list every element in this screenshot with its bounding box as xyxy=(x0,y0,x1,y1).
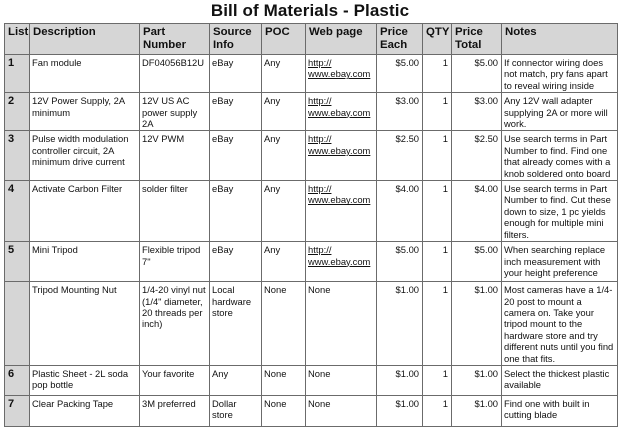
price-total-cell: $1.00 xyxy=(452,365,502,395)
list-number: 2 xyxy=(5,93,30,131)
price-total-cell: $1.00 xyxy=(452,282,502,366)
part-number-cell: DF04056B12U xyxy=(140,55,210,93)
price-each-cell: $2.50 xyxy=(377,131,423,181)
price-each-cell: $4.00 xyxy=(377,181,423,242)
source-info-cell: Dollar store xyxy=(210,395,262,426)
table-row xyxy=(5,55,618,93)
price-total-cell: $5.00 xyxy=(452,242,502,282)
web-page-link[interactable]: http:// www.ebay.com xyxy=(306,242,377,282)
notes-cell: Find one with built in cutting blade xyxy=(502,395,618,426)
source-info-cell: eBay xyxy=(210,131,262,181)
web-page-link[interactable]: http:// www.ebay.com xyxy=(306,181,377,242)
list-number: 6 xyxy=(5,365,30,395)
notes-cell: When searching replace inch measurement with your height preference xyxy=(502,242,618,282)
part-number-cell: 12V PWM xyxy=(140,131,210,181)
list-number: 4 xyxy=(5,181,30,242)
column-header-web-page: Web page xyxy=(306,24,377,55)
header-row xyxy=(5,24,618,55)
notes-cell: Select the thickest plastic available xyxy=(502,365,618,395)
price-each-cell: $5.00 xyxy=(377,242,423,282)
notes-cell: Most cameras have a 1/4-20 post to mount a camera on. Take your tripod mount to the hardware store and try different nuts until you find one that fits. xyxy=(502,282,618,366)
source-info-cell: eBay xyxy=(210,242,262,282)
qty-cell: 1 xyxy=(423,131,452,181)
table-row xyxy=(5,181,618,242)
web-page-link[interactable]: http:// www.ebay.com xyxy=(306,93,377,131)
part-number-cell: 12V US AC power supply 2A xyxy=(140,93,210,131)
column-header-list: List xyxy=(5,24,30,55)
table-row xyxy=(5,395,618,426)
table-row xyxy=(5,93,618,131)
web-page-cell: None xyxy=(306,282,377,366)
description-cell: Activate Carbon Filter xyxy=(30,181,140,242)
notes-cell: Use search terms in Part Number to find. Cut these down to size, 1 pc yields enough for multiple mini filters. xyxy=(502,181,618,242)
qty-cell: 1 xyxy=(423,181,452,242)
column-header-source-info: Source Info xyxy=(210,24,262,55)
web-page-link[interactable]: http:// www.ebay.com xyxy=(306,131,377,181)
qty-cell: 1 xyxy=(423,55,452,93)
qty-cell: 1 xyxy=(423,242,452,282)
poc-cell: Any xyxy=(262,131,306,181)
price-total-cell: $1.00 xyxy=(452,395,502,426)
poc-cell: Any xyxy=(262,93,306,131)
description-cell: Clear Packing Tape xyxy=(30,395,140,426)
source-info-cell: eBay xyxy=(210,93,262,131)
column-header-poc: POC xyxy=(262,24,306,55)
description-cell: Tripod Mounting Nut xyxy=(30,282,140,366)
column-header-part-number: Part Number xyxy=(140,24,210,55)
part-number-cell: Flexible tripod 7" xyxy=(140,242,210,282)
page-title: Bill of Materials - Plastic xyxy=(210,1,410,20)
list-number xyxy=(5,282,30,366)
column-header-qty: QTY xyxy=(423,24,452,55)
column-header-price-total: Price Total xyxy=(452,24,502,55)
price-total-cell: $3.00 xyxy=(452,93,502,131)
price-each-cell: $1.00 xyxy=(377,365,423,395)
price-total-cell: $2.50 xyxy=(452,131,502,181)
description-cell: 12V Power Supply, 2A minimum xyxy=(30,93,140,131)
table-row xyxy=(5,242,618,282)
poc-cell: Any xyxy=(262,181,306,242)
notes-cell: If connector wiring does not match, pry fans apart to reveal wiring inside xyxy=(502,55,618,93)
column-header-price-each: Price Each xyxy=(377,24,423,55)
part-number-cell: Your favorite xyxy=(140,365,210,395)
price-each-cell: $1.00 xyxy=(377,282,423,366)
poc-cell: Any xyxy=(262,242,306,282)
price-each-cell: $3.00 xyxy=(377,93,423,131)
poc-cell: None xyxy=(262,365,306,395)
qty-cell: 1 xyxy=(423,365,452,395)
column-header-description: Description xyxy=(30,24,140,55)
description-cell: Fan module xyxy=(30,55,140,93)
web-page-cell: None xyxy=(306,365,377,395)
web-page-link[interactable]: http:// www.ebay.com xyxy=(306,55,377,93)
notes-cell: Any 12V wall adapter supplying 2A or more will work. xyxy=(502,93,618,131)
qty-cell: 1 xyxy=(423,282,452,366)
part-number-cell: solder filter xyxy=(140,181,210,242)
notes-cell: Use search terms in Part Number to find. Find one that already comes with a knob soldered onto board xyxy=(502,131,618,181)
source-info-cell: Local hardware store xyxy=(210,282,262,366)
list-number: 7 xyxy=(5,395,30,426)
table-row xyxy=(5,282,618,366)
list-number: 5 xyxy=(5,242,30,282)
table-row xyxy=(5,365,618,395)
column-header-notes: Notes xyxy=(502,24,618,55)
bill-of-materials-table xyxy=(4,23,618,427)
source-info-cell: eBay xyxy=(210,181,262,242)
price-total-cell: $4.00 xyxy=(452,181,502,242)
qty-cell: 1 xyxy=(423,93,452,131)
poc-cell: None xyxy=(262,395,306,426)
list-number: 1 xyxy=(5,55,30,93)
source-info-cell: Any xyxy=(210,365,262,395)
poc-cell: None xyxy=(262,282,306,366)
poc-cell: Any xyxy=(262,55,306,93)
price-each-cell: $1.00 xyxy=(377,395,423,426)
list-number: 3 xyxy=(5,131,30,181)
description-cell: Plastic Sheet - 2L soda pop bottle xyxy=(30,365,140,395)
part-number-cell: 3M preferred xyxy=(140,395,210,426)
price-each-cell: $5.00 xyxy=(377,55,423,93)
qty-cell: 1 xyxy=(423,395,452,426)
description-cell: Mini Tripod xyxy=(30,242,140,282)
source-info-cell: eBay xyxy=(210,55,262,93)
price-total-cell: $5.00 xyxy=(452,55,502,93)
description-cell: Pulse width modulation controller circuit, 2A minimum drive current xyxy=(30,131,140,181)
part-number-cell: 1/4-20 vinyl nut (1/4" diameter, 20 threads per inch) xyxy=(140,282,210,366)
table-row xyxy=(5,131,618,181)
web-page-cell: None xyxy=(306,395,377,426)
